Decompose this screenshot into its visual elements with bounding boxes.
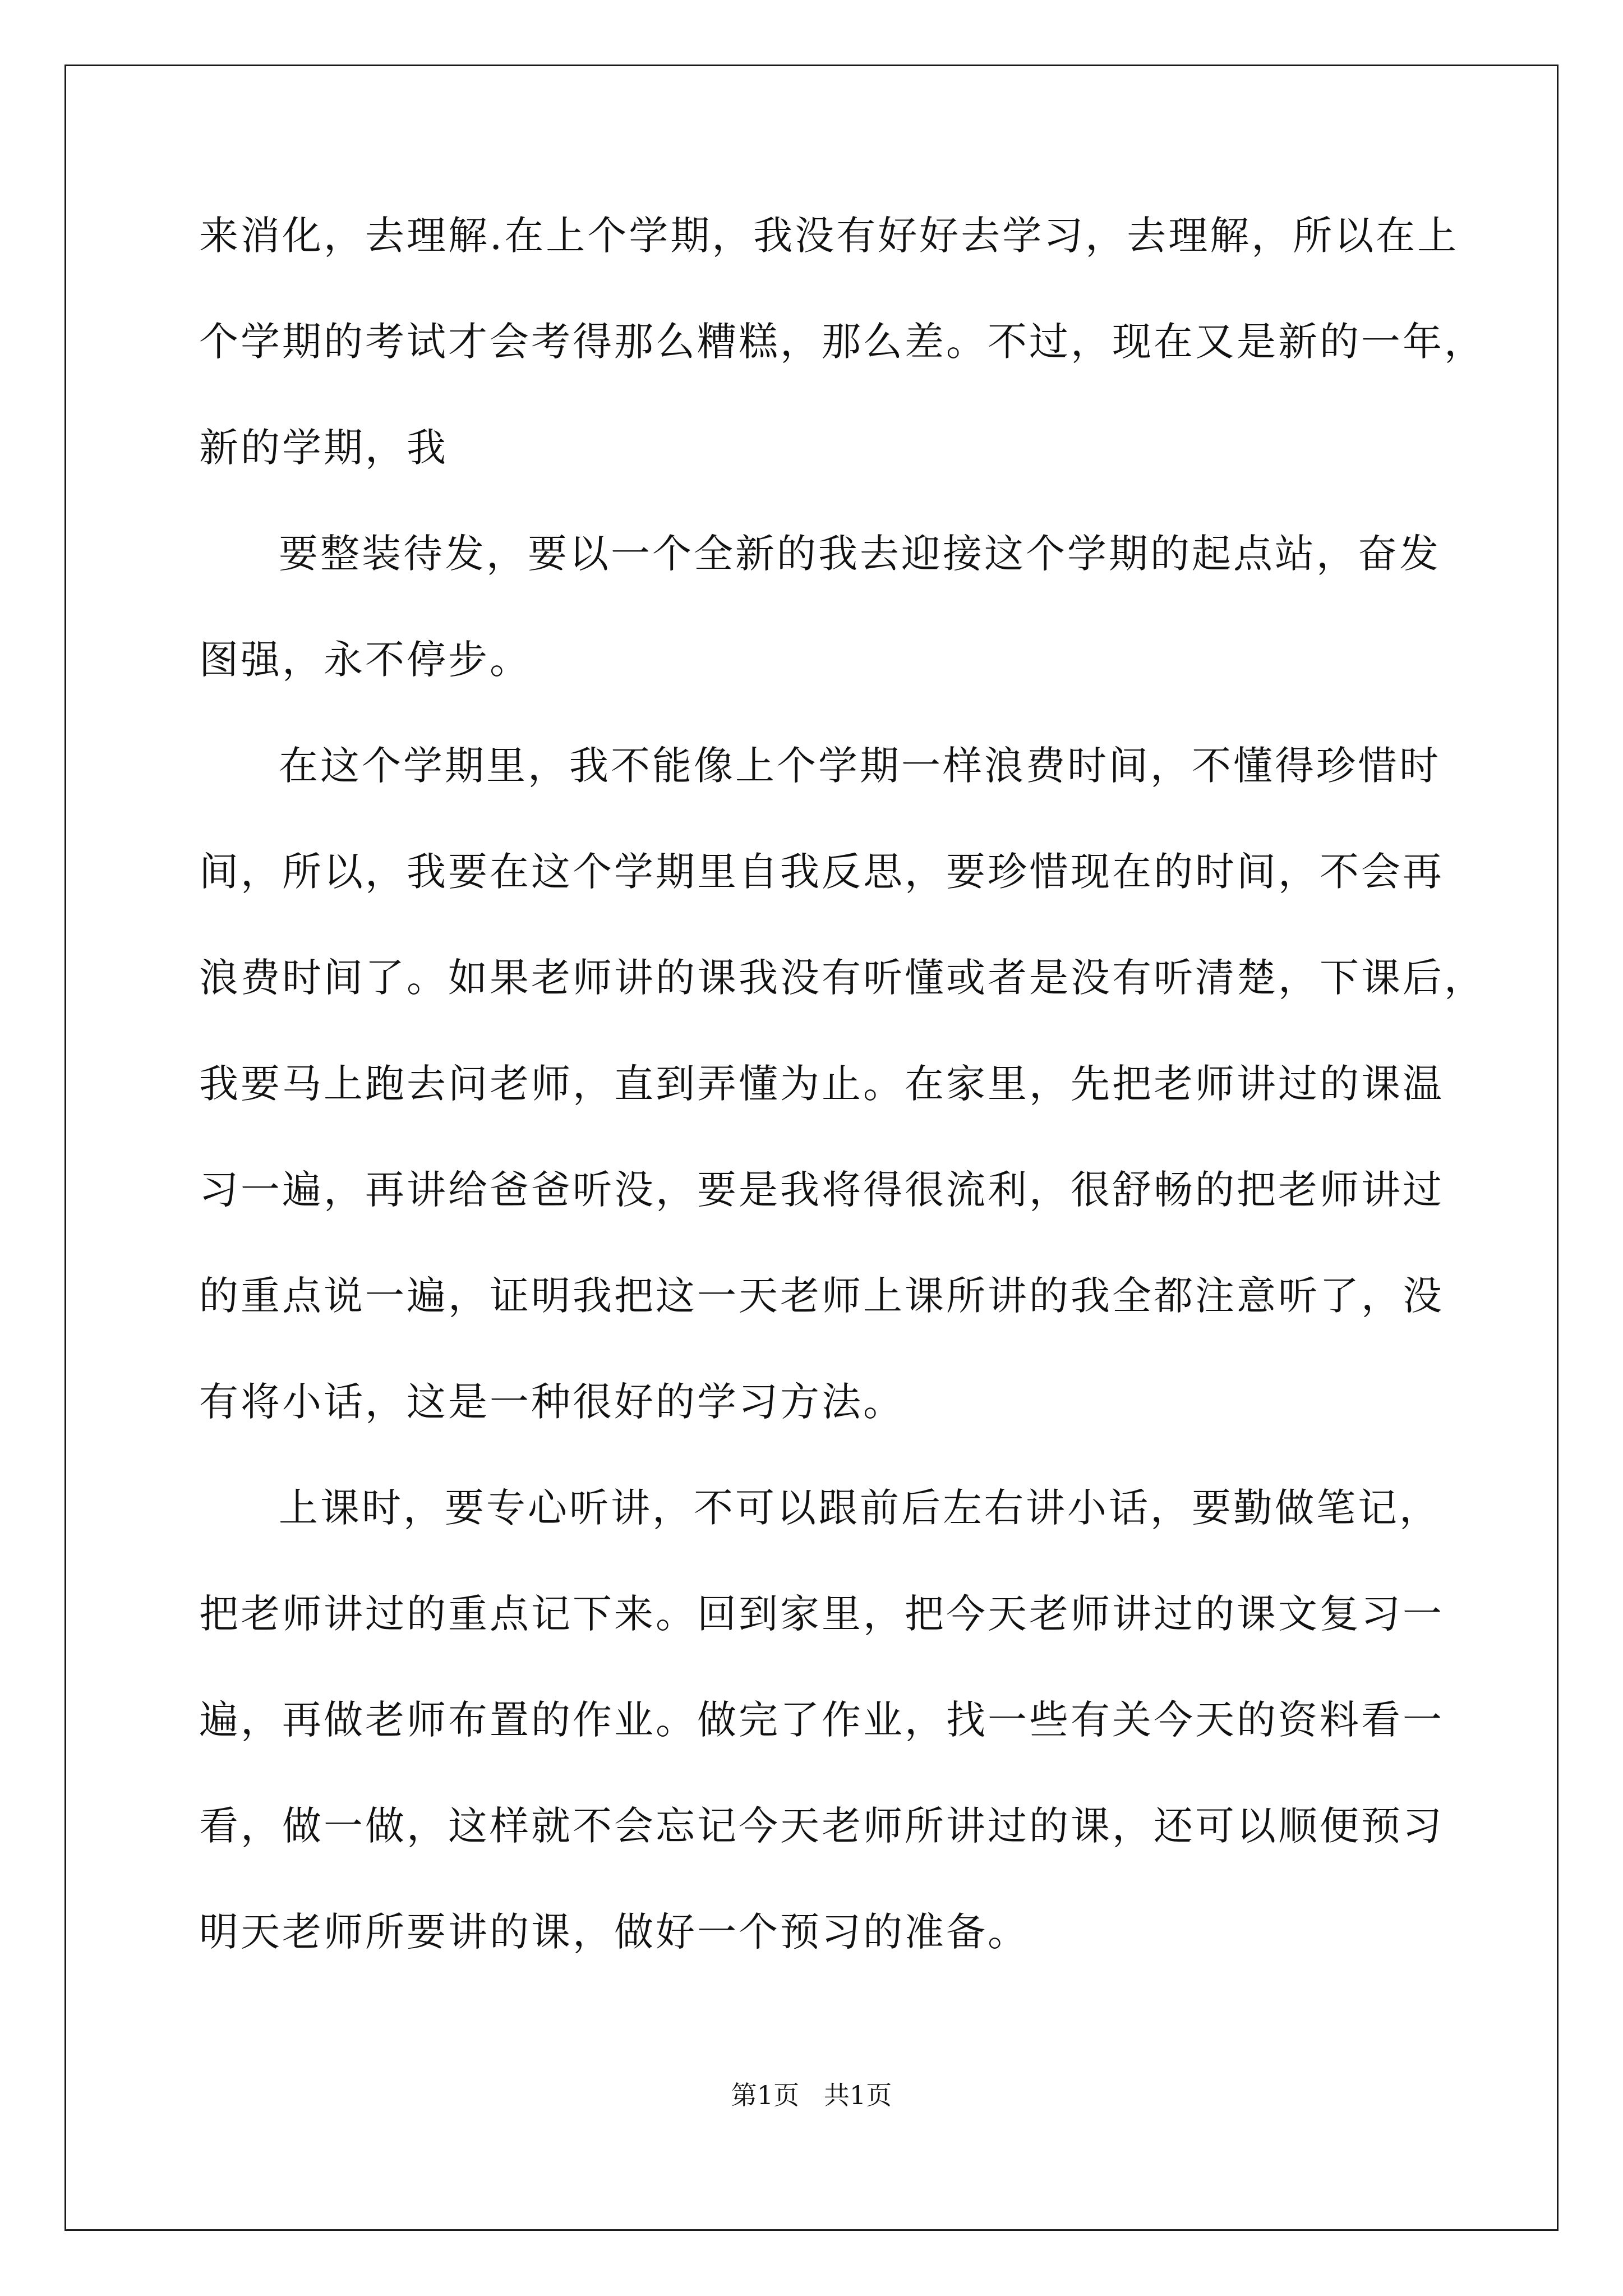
paragraph-4-line-5: 明天老师所要讲的课，做好一个预习的准备。 [199, 1909, 1029, 1955]
paragraph-4-line-1: 上课时，要专心听讲，不可以跟前后左右讲小话，要勤做笔记， [279, 1485, 1441, 1531]
paragraph-3-line-2: 间，所以，我要在这个学期里自我反思，要珍惜现在的时间，不会再 [199, 849, 1444, 895]
paragraph-4-line-3: 遍，再做老师布置的作业。做完了作业，找一些有关今天的资料看一 [199, 1697, 1444, 1743]
page-number-footer: 第1页 共1页 [731, 2080, 892, 2110]
paragraph-2-line-1: 要整装待发，要以一个全新的我去迎接这个学期的起点站，奋发 [279, 531, 1441, 577]
paragraph-3-line-3: 浪费时间了。如果老师讲的课我没有听懂或者是没有听清楚，下课后， [199, 955, 1486, 1001]
paragraph-4-line-4: 看，做一做，这样就不会忘记今天老师所讲过的课，还可以顺便预习 [199, 1803, 1444, 1849]
page-body [199, 210, 1486, 2013]
paragraph-3-line-4: 我要马上跑去问老师，直到弄懂为止。在家里，先把老师讲过的课温 [199, 1061, 1444, 1107]
paragraph-3-line-6: 的重点说一遍，证明我把这一天老师上课所讲的我全都注意听了，没 [199, 1273, 1444, 1319]
paragraph-1-line-2: 个学期的考试才会考得那么糟糕，那么差。不过，现在又是新的一年， [199, 319, 1486, 365]
paragraph-1-line-1: 来消化，去理解.在上个学期，我没有好好去学习，去理解，所以在上 [199, 213, 1459, 259]
paragraph-3-line-5: 习一遍，再讲给爸爸听没，要是我将得很流利，很舒畅的把老师讲过 [199, 1167, 1444, 1213]
paragraph-4-line-2: 把老师讲过的重点记下来。回到家里，把今天老师讲过的课文复习一 [199, 1591, 1444, 1637]
paragraph-3-line-7: 有将小话，这是一种很好的学习方法。 [199, 1379, 905, 1425]
paragraph-2-line-2: 图强，永不停步。 [199, 637, 531, 683]
paragraph-1-line-3: 新的学期，我 [199, 425, 448, 471]
paragraph-3-line-1: 在这个学期里，我不能像上个学期一样浪费时间，不懂得珍惜时 [279, 743, 1441, 789]
